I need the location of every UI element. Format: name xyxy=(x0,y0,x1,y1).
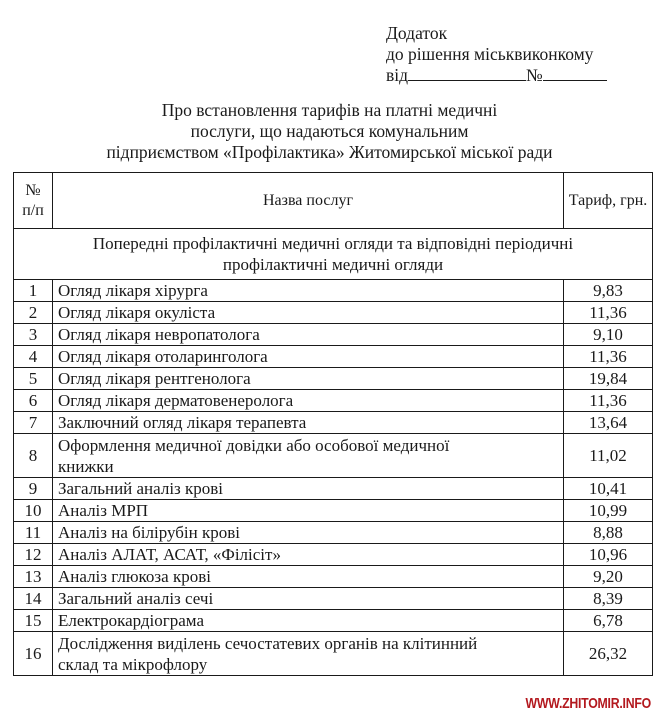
number-blank-line xyxy=(543,65,607,81)
row-tariff: 19,84 xyxy=(564,368,653,390)
table-row xyxy=(14,478,653,500)
header-number xyxy=(14,173,53,229)
row-service: Заключний огляд лікаря терапевта xyxy=(53,412,564,434)
addendum-date-number xyxy=(386,65,607,86)
table-row xyxy=(14,588,653,610)
header-tariff: Тариф, грн. xyxy=(564,173,653,229)
row-number: 8 xyxy=(14,434,53,478)
row-service: Аналіз АЛАТ, АСАТ, «Філісіт» xyxy=(53,544,564,566)
table-row xyxy=(14,610,653,632)
document-title xyxy=(0,100,659,163)
table-row xyxy=(14,346,653,368)
row-tariff: 6,78 xyxy=(564,610,653,632)
row-number: 4 xyxy=(14,346,53,368)
row-number: 2 xyxy=(14,302,53,324)
row-number: 6 xyxy=(14,390,53,412)
section-title-text: Попередні профілактичні медичні огляди та відповідні періодичні профілактичні медичні огляди xyxy=(92,234,574,274)
row-service: Аналіз МРП xyxy=(53,500,564,522)
addendum-block xyxy=(386,23,607,86)
row-tariff: 11,36 xyxy=(564,346,653,368)
row-tariff: 13,64 xyxy=(564,412,653,434)
row-service: Оформлення медичної довідки або особової медичної книжки xyxy=(53,434,564,478)
row-number: 10 xyxy=(14,500,53,522)
row-number: 12 xyxy=(14,544,53,566)
row-service: Огляд лікаря окуліста xyxy=(53,302,564,324)
addendum-title: Додаток xyxy=(386,23,448,43)
table-row xyxy=(14,412,653,434)
row-tariff: 8,39 xyxy=(564,588,653,610)
row-number: 5 xyxy=(14,368,53,390)
row-service: Огляд лікаря невропатолога xyxy=(53,324,564,346)
tariffs-table xyxy=(13,172,653,676)
addendum-decision: до рішення міськвиконкому xyxy=(386,44,594,64)
table-row xyxy=(14,566,653,588)
row-service: Аналіз глюкоза крові xyxy=(53,566,564,588)
watermark-logo: WWW.ZHITOMIR.INFO xyxy=(525,695,651,712)
table-row xyxy=(14,434,653,478)
header-number-sign: № xyxy=(25,181,41,199)
row-service: Огляд лікаря отоларинголога xyxy=(53,346,564,368)
table-row xyxy=(14,302,653,324)
row-tariff: 11,36 xyxy=(564,302,653,324)
number-label: № xyxy=(526,65,543,85)
row-tariff: 9,10 xyxy=(564,324,653,346)
row-number: 16 xyxy=(14,632,53,676)
table-row xyxy=(14,390,653,412)
row-tariff: 9,83 xyxy=(564,280,653,302)
row-tariff: 10,96 xyxy=(564,544,653,566)
date-blank-line xyxy=(408,65,526,81)
row-number: 13 xyxy=(14,566,53,588)
table-row xyxy=(14,280,653,302)
table-row xyxy=(14,632,653,676)
table-row xyxy=(14,324,653,346)
row-number: 3 xyxy=(14,324,53,346)
row-service: Загальний аналіз сечі xyxy=(53,588,564,610)
row-service: Загальний аналіз крові xyxy=(53,478,564,500)
table-row xyxy=(14,544,653,566)
row-tariff: 11,36 xyxy=(564,390,653,412)
row-tariff: 11,02 xyxy=(564,434,653,478)
row-service: Огляд лікаря хірурга xyxy=(53,280,564,302)
row-number: 7 xyxy=(14,412,53,434)
table-row xyxy=(14,522,653,544)
row-service: Огляд лікаря рентгенолога xyxy=(53,368,564,390)
section-row xyxy=(14,229,653,280)
table-row xyxy=(14,368,653,390)
section-title xyxy=(14,229,653,280)
row-tariff: 26,32 xyxy=(564,632,653,676)
row-number: 15 xyxy=(14,610,53,632)
title-line-1: Про встановлення тарифів на платні медичні xyxy=(161,100,498,120)
row-tariff: 9,20 xyxy=(564,566,653,588)
header-service: Назва послуг xyxy=(53,173,564,229)
row-number: 1 xyxy=(14,280,53,302)
row-service: Електрокардіограма xyxy=(53,610,564,632)
table-header-row xyxy=(14,173,653,229)
row-service: Аналіз на білірубін крові xyxy=(53,522,564,544)
date-label: від xyxy=(386,65,409,85)
header-number-pp: п/п xyxy=(22,201,44,219)
title-line-3: підприємством «Профілактика» Житомирської міської ради xyxy=(106,142,553,162)
row-number: 14 xyxy=(14,588,53,610)
row-tariff: 8,88 xyxy=(564,522,653,544)
title-line-2: послуги, що надаються комунальним xyxy=(190,121,469,141)
table-row xyxy=(14,500,653,522)
row-number: 9 xyxy=(14,478,53,500)
row-tariff: 10,99 xyxy=(564,500,653,522)
row-service: Огляд лікаря дерматовенеролога xyxy=(53,390,564,412)
row-tariff: 10,41 xyxy=(564,478,653,500)
row-number: 11 xyxy=(14,522,53,544)
row-service: Дослідження виділень сечостатевих органів на клітинний склад та мікрофлору xyxy=(53,632,564,676)
